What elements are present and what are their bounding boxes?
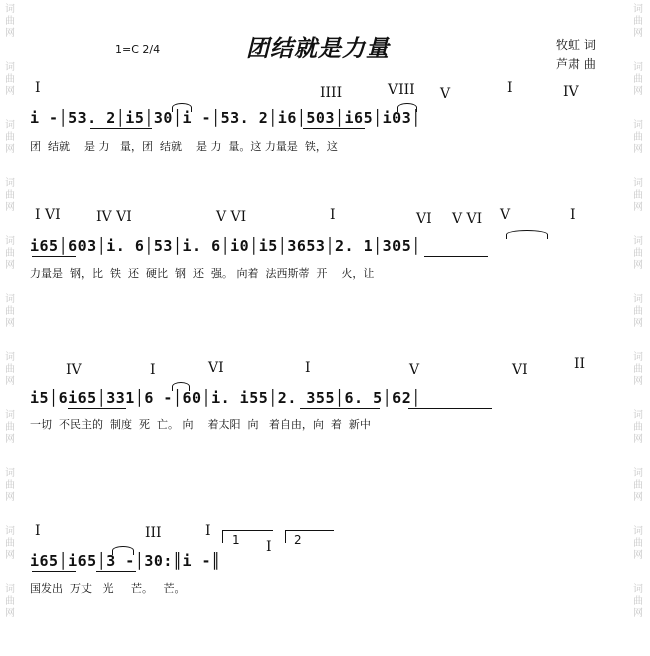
song-title: 团结就是力量 xyxy=(246,35,390,62)
watermark-char: 词 xyxy=(5,62,15,73)
lyrics-line: 团 结就 是 力 量，团 结就 是 力 量。这 力量是 铁，这 xyxy=(30,140,338,153)
notation-line: i5│6i65│331│6 -│60│i. i55│2. 355│6. 5│62│ xyxy=(30,389,421,407)
watermark-char: 词 xyxy=(633,120,643,131)
lyrics-line: 力量是 钢，比 铁 还 硬比 钢 还 强。 向着 法西斯蒂 开 火，让 xyxy=(30,267,375,280)
key-signature: 1=C 2/4 xyxy=(115,43,161,56)
watermark-char: 网 xyxy=(633,376,643,387)
notation-line: i65│603│i. 6│53│i. 6│i0│i5│3653│2. 1│305│ xyxy=(30,237,421,255)
beam-underline xyxy=(68,408,126,409)
watermark-char: 网 xyxy=(633,434,643,445)
volta-bracket-1 xyxy=(222,530,273,543)
watermark-char: 曲 xyxy=(5,538,15,549)
lyrics-line: 国发出 万丈 光 芒。 芒。 xyxy=(30,582,186,595)
watermark-char: 词 xyxy=(5,294,15,305)
tie-arc xyxy=(397,103,417,112)
chord-label: I xyxy=(35,80,41,96)
beam-underline xyxy=(32,571,76,572)
chord-label: VI xyxy=(416,211,432,227)
watermark-char: 词 xyxy=(633,526,643,537)
chord-label: I VI xyxy=(35,207,61,223)
chord-label: V xyxy=(440,86,451,102)
chord-label: IV xyxy=(66,362,82,378)
chord-label: I xyxy=(150,362,156,378)
watermark-char: 网 xyxy=(5,144,15,155)
watermark-char: 曲 xyxy=(5,74,15,85)
chord-label: IIII xyxy=(320,85,343,101)
watermark-char: 网 xyxy=(633,608,643,619)
watermark-char: 曲 xyxy=(633,190,643,201)
watermark-char: 曲 xyxy=(633,596,643,607)
watermark-char: 网 xyxy=(5,550,15,561)
watermark-char: 词 xyxy=(633,294,643,305)
watermark-char: 曲 xyxy=(5,16,15,27)
watermark-char: 词 xyxy=(5,526,15,537)
watermark-char: 曲 xyxy=(5,596,15,607)
watermark-char: 曲 xyxy=(633,16,643,27)
chord-label: III xyxy=(145,525,162,541)
watermark-char: 网 xyxy=(5,492,15,503)
chord-label: I xyxy=(570,207,576,223)
watermark-char: 词 xyxy=(5,120,15,131)
tie-arc xyxy=(172,382,190,391)
watermark-char: 词 xyxy=(5,178,15,189)
notation-line: i -│53. 2│i5│30│i -│53. 2│i6│503│i65│i03│ xyxy=(30,109,421,127)
watermark-char: 词 xyxy=(633,62,643,73)
watermark-char: 网 xyxy=(5,260,15,271)
beam-underline xyxy=(90,128,152,129)
chord-label: I xyxy=(205,523,211,539)
watermark-char: 网 xyxy=(633,260,643,271)
beam-underline xyxy=(96,571,136,572)
watermark-char: 网 xyxy=(5,608,15,619)
volta-bracket-2 xyxy=(285,530,334,543)
watermark-char: 曲 xyxy=(633,132,643,143)
beam-underline xyxy=(424,256,488,257)
chord-label: I xyxy=(330,207,336,223)
watermark-char: 网 xyxy=(5,28,15,39)
watermark-char: 网 xyxy=(5,376,15,387)
watermark-char: 网 xyxy=(5,202,15,213)
watermark-char: 曲 xyxy=(633,248,643,259)
watermark-char: 曲 xyxy=(633,538,643,549)
watermark-char: 词 xyxy=(633,468,643,479)
beam-underline xyxy=(300,408,380,409)
chord-label: I xyxy=(305,360,311,376)
watermark-char: 曲 xyxy=(5,132,15,143)
chord-label: I xyxy=(507,80,513,96)
watermark-char: 网 xyxy=(633,202,643,213)
watermark-char: 词 xyxy=(5,410,15,421)
watermark-char: 曲 xyxy=(633,422,643,433)
watermark-char: 词 xyxy=(5,236,15,247)
watermark-char: 网 xyxy=(5,434,15,445)
chord-label: VI xyxy=(208,360,224,376)
volta-number: 2 xyxy=(294,533,302,547)
chord-label: VIII xyxy=(388,82,415,98)
watermark-char: 网 xyxy=(633,550,643,561)
watermark-char: 词 xyxy=(633,352,643,363)
watermark-left xyxy=(0,0,22,656)
watermark-right xyxy=(628,0,650,656)
watermark-char: 网 xyxy=(5,86,15,97)
watermark-char: 词 xyxy=(633,584,643,595)
watermark-char: 曲 xyxy=(633,364,643,375)
watermark-char: 曲 xyxy=(633,74,643,85)
chord-label: I xyxy=(266,539,272,555)
watermark-char: 曲 xyxy=(633,306,643,317)
beam-underline xyxy=(408,408,492,409)
chord-label: V VI xyxy=(452,211,483,227)
watermark-char: 曲 xyxy=(5,248,15,259)
watermark-char: 词 xyxy=(633,4,643,15)
watermark-char: 网 xyxy=(633,144,643,155)
lyricist-credit: 牧虹 词 xyxy=(556,38,596,52)
chord-label: V xyxy=(500,207,511,223)
watermark-char: 曲 xyxy=(5,364,15,375)
chord-label: IV xyxy=(563,84,579,100)
watermark-char: 曲 xyxy=(5,480,15,491)
volta-number: 1 xyxy=(232,533,240,547)
chord-label: I xyxy=(35,523,41,539)
chord-label: IV VI xyxy=(96,209,132,225)
tie-arc xyxy=(172,103,192,112)
chord-label: VI xyxy=(512,362,528,378)
watermark-char: 网 xyxy=(5,318,15,329)
watermark-char: 词 xyxy=(5,468,15,479)
beam-underline xyxy=(303,128,365,129)
watermark-char: 词 xyxy=(5,584,15,595)
beam-underline xyxy=(32,256,76,257)
chord-label: V VI xyxy=(216,209,247,225)
watermark-char: 曲 xyxy=(5,306,15,317)
watermark-char: 网 xyxy=(633,86,643,97)
watermark-char: 词 xyxy=(633,178,643,189)
watermark-char: 词 xyxy=(5,352,15,363)
watermark-char: 网 xyxy=(633,28,643,39)
watermark-char: 曲 xyxy=(633,480,643,491)
watermark-char: 网 xyxy=(633,318,643,329)
watermark-char: 网 xyxy=(633,492,643,503)
watermark-char: 词 xyxy=(633,236,643,247)
notation-line: i65│i65│3 -│30:║i -║ xyxy=(30,552,221,570)
lyrics-line: 一切 不民主的 制度 死 亡。 向 着太阳 向 着自由，向 着 新中 xyxy=(30,418,371,431)
chord-label: II xyxy=(574,356,586,372)
tie-arc xyxy=(506,230,548,239)
watermark-char: 曲 xyxy=(5,422,15,433)
watermark-char: 词 xyxy=(633,410,643,421)
watermark-char: 曲 xyxy=(5,190,15,201)
chord-label: V xyxy=(409,362,420,378)
watermark-char: 词 xyxy=(5,4,15,15)
tie-arc xyxy=(112,546,134,555)
composer-credit: 芦肃 曲 xyxy=(556,57,596,71)
